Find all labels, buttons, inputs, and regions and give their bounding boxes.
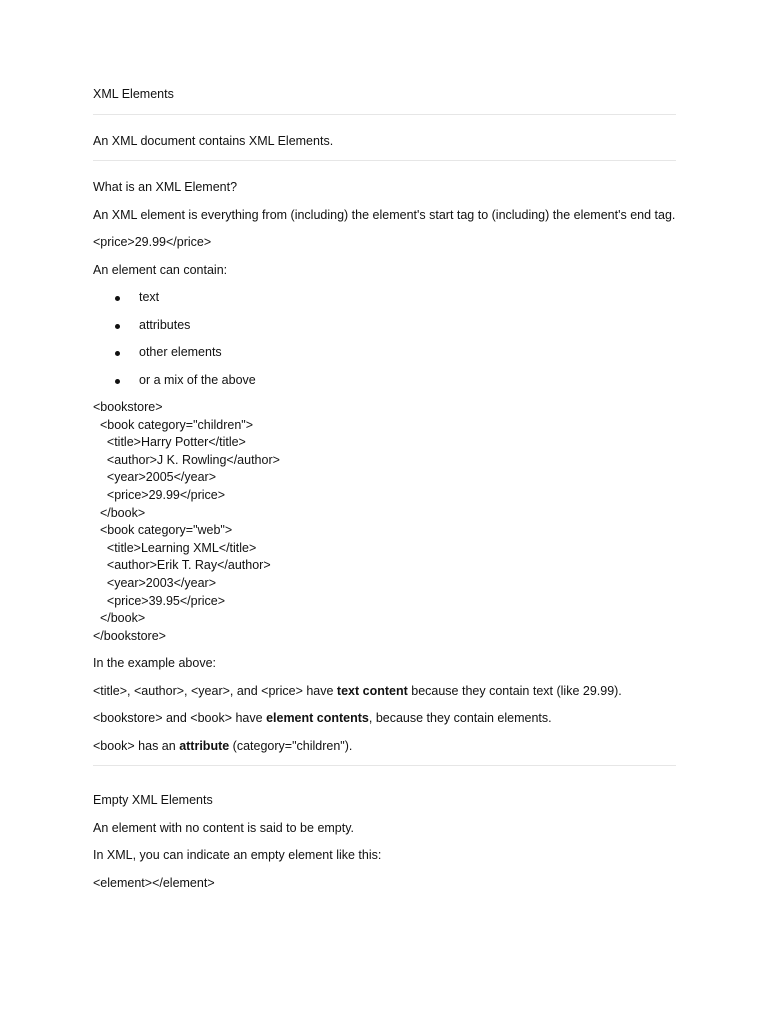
bullet-icon	[115, 324, 120, 329]
list-item-label: attributes	[139, 317, 191, 332]
divider	[93, 114, 676, 115]
code-line: <author>J K. Rowling</author>	[93, 452, 280, 467]
list-item-label: text	[139, 290, 160, 304]
empty-indicate-text: In XML, you can indicate an empty element like this:	[93, 848, 382, 863]
attribute-sentence	[93, 738, 676, 756]
code-line: <title>Learning XML</title>	[93, 540, 257, 555]
sentence-text: , because they contain elements.	[368, 711, 552, 726]
page-title: XML Elements	[93, 87, 174, 101]
code-line: <book category="children">	[93, 417, 254, 432]
sentence-text: (category="children").	[229, 738, 353, 753]
list-item	[93, 289, 676, 307]
code-line: <author>Erik T. Ray</author>	[93, 558, 271, 573]
contain-list	[93, 289, 676, 389]
sentence-text: because they contain text (like 29.99).	[407, 683, 622, 698]
intro-text: An XML document contains XML Elements.	[93, 133, 334, 148]
code-line: <title>Harry Potter</title>	[93, 435, 246, 450]
code-line: </bookstore>	[93, 628, 166, 643]
code-line: <bookstore>	[93, 400, 163, 414]
bullet-icon	[115, 379, 120, 384]
code-line: <price>29.99</price>	[93, 487, 226, 502]
sentence-text: <book> has an	[93, 738, 180, 753]
divider	[93, 765, 676, 766]
bold-term: text content	[336, 683, 408, 698]
list-item-label: or a mix of the above	[139, 372, 256, 387]
list-item	[93, 344, 676, 362]
bold-term: element contents	[266, 711, 369, 726]
example-tag: <price>29.99</price>	[93, 235, 212, 249]
example-label: In the example above:	[93, 656, 216, 671]
code-line: <price>39.95</price>	[93, 593, 226, 608]
element-contents-sentence	[93, 710, 676, 728]
bold-term: attribute	[179, 738, 230, 753]
list-item	[93, 317, 676, 335]
definition-text: An XML element is everything from (including) the element's start tag to (including) the element's end tag.	[93, 207, 676, 222]
section-heading-empty-elements: Empty XML Elements	[93, 793, 213, 808]
code-line: <book category="web">	[93, 523, 233, 538]
code-line: </book>	[93, 505, 146, 520]
sentence-text: <bookstore> and <book> have	[93, 711, 267, 726]
sentence-text: <title>, <author>, <year>, and <price> have	[93, 683, 337, 698]
code-line: <year>2005</year>	[93, 470, 217, 485]
empty-definition-text: An element with no content is said to be empty.	[93, 820, 355, 835]
list-item	[93, 372, 676, 390]
xml-example-code	[93, 399, 676, 645]
section-heading-what-is-element: What is an XML Element?	[93, 180, 238, 194]
divider	[93, 160, 676, 161]
document-page	[93, 86, 676, 902]
bullet-icon	[115, 351, 120, 356]
code-line: <year>2003</year>	[93, 575, 217, 590]
empty-element-example: <element></element>	[93, 875, 215, 890]
code-line: </book>	[93, 611, 146, 626]
text-content-sentence	[93, 683, 676, 701]
list-item-label: other elements	[139, 345, 222, 359]
contain-label: An element can contain:	[93, 262, 228, 277]
bullet-icon	[115, 296, 120, 301]
